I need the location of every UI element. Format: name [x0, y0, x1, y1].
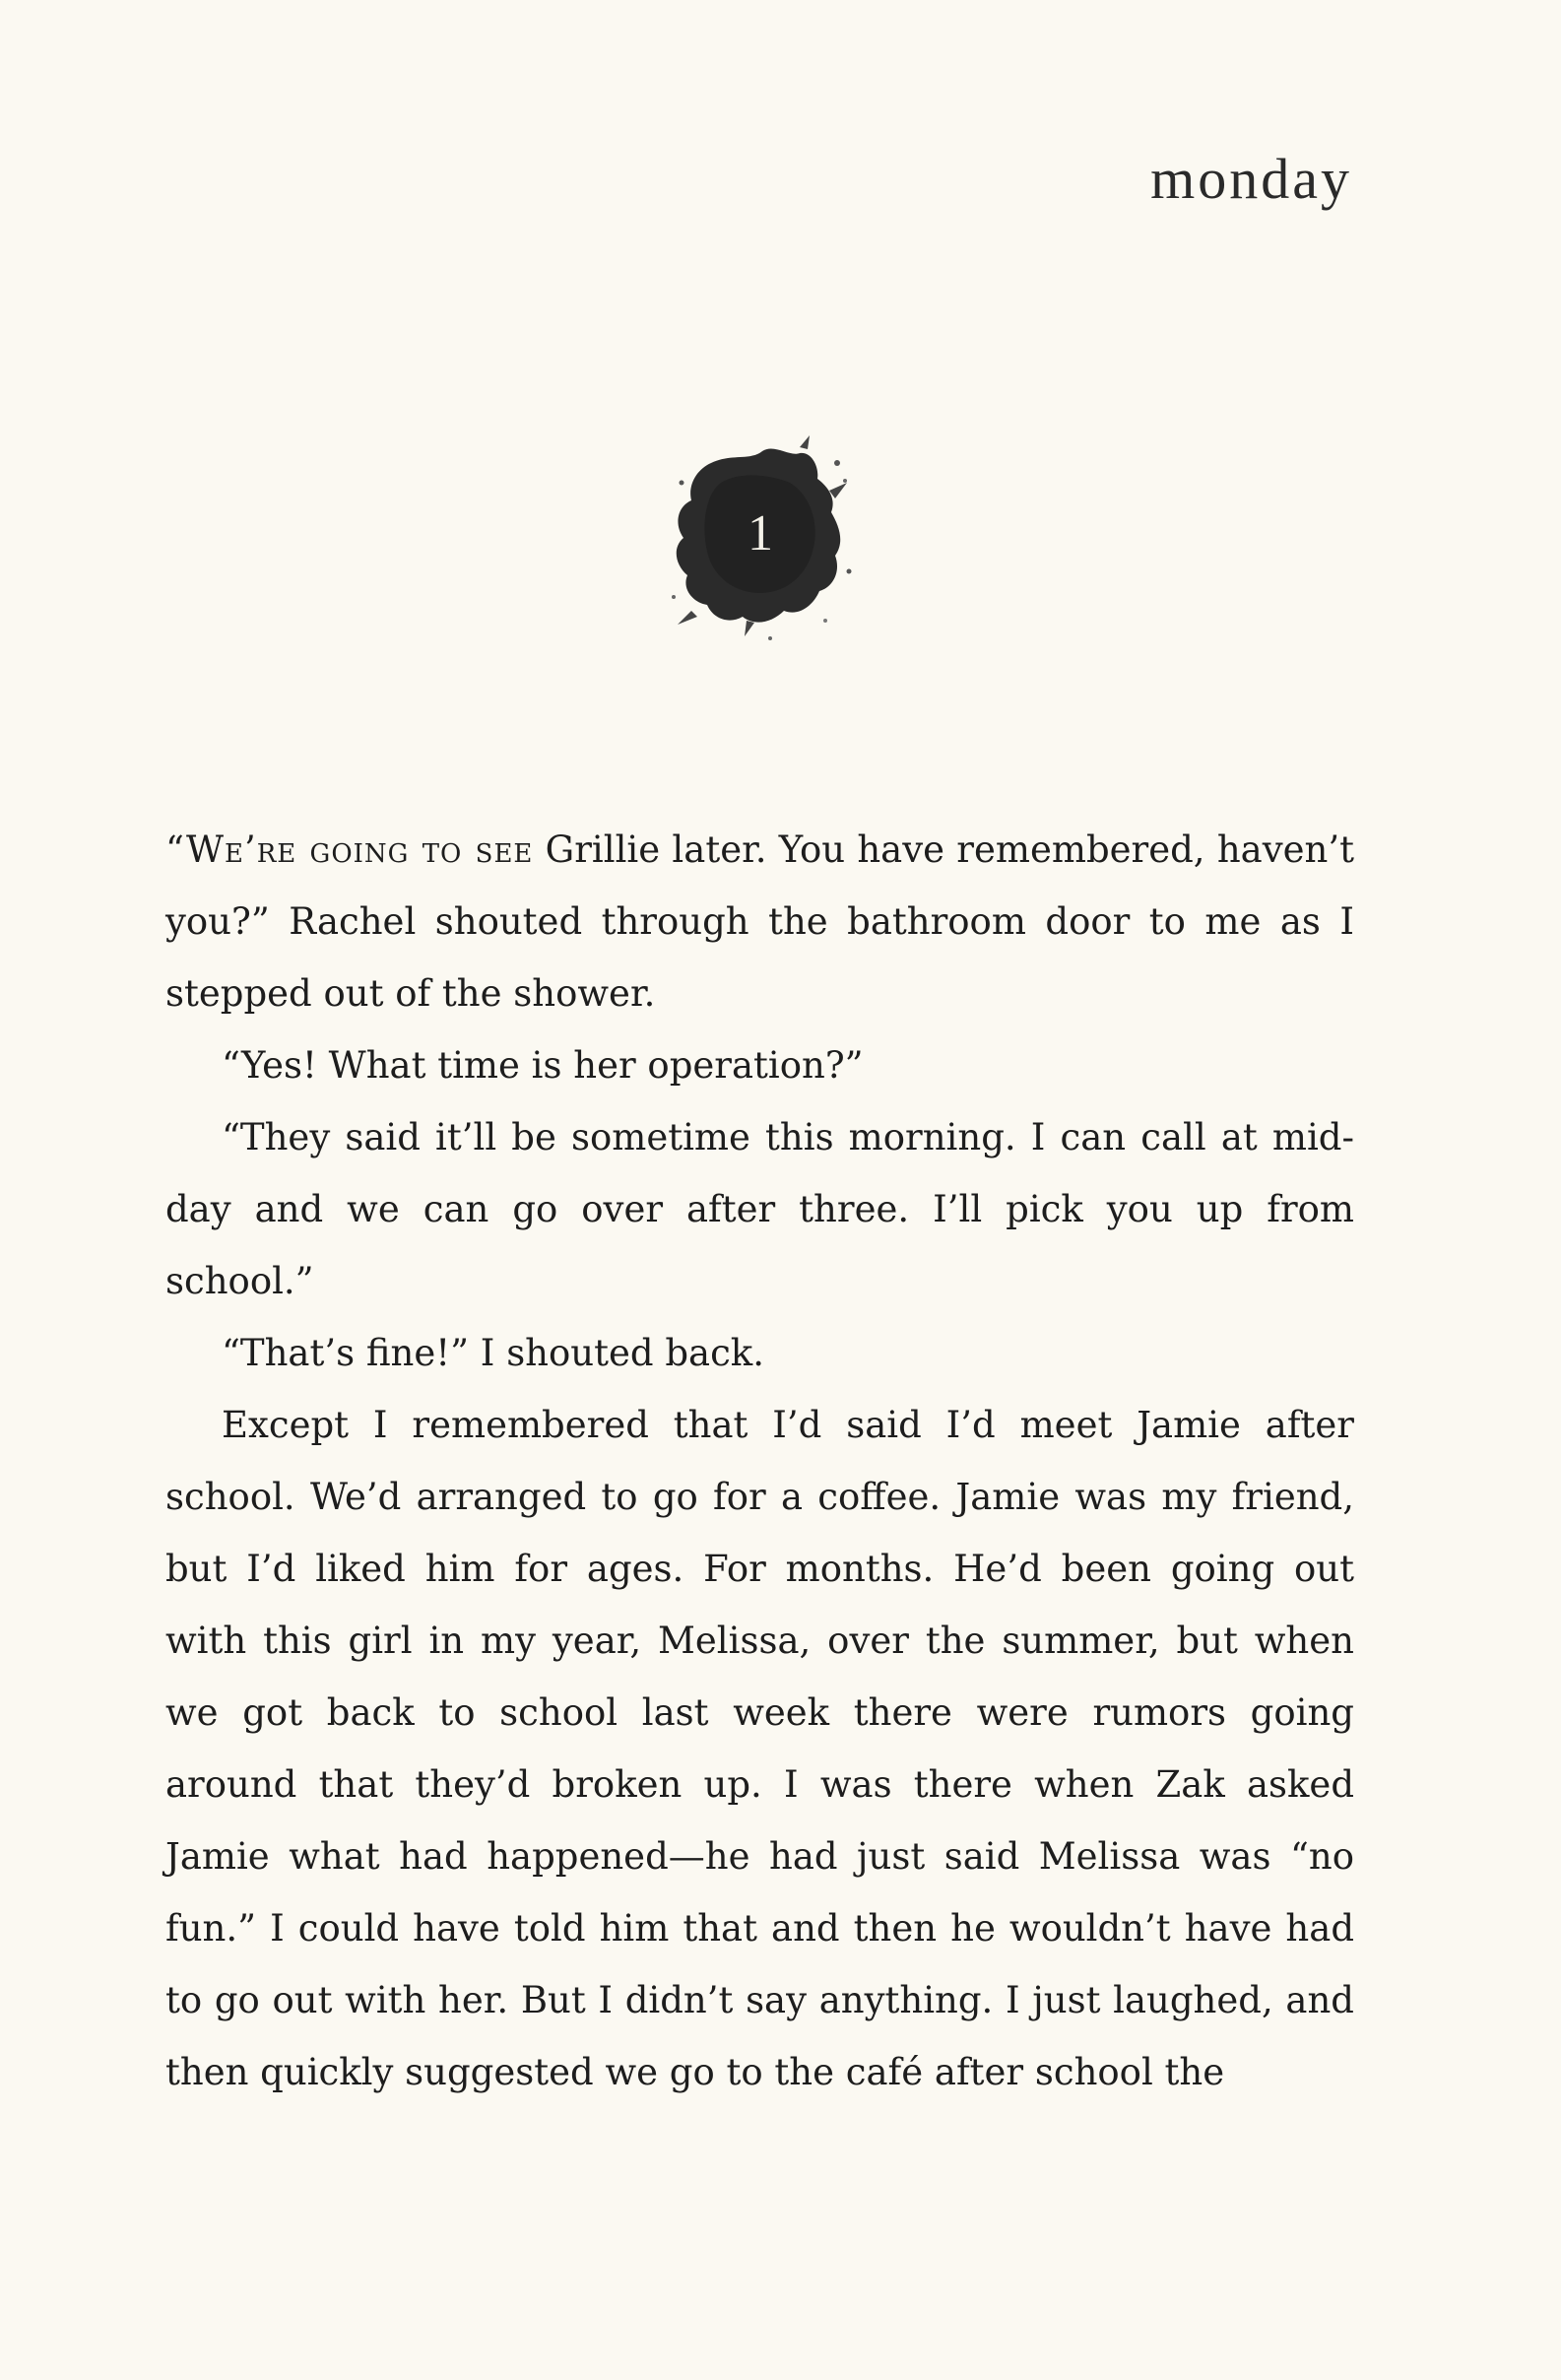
paragraph: Except I remembered that I’d said I’d meet Jamie after school. We’d arranged to go for a coffee. Jamie was my friend, but I’d liked him for ages. For months. He’d been going out with this girl in my year, Melissa, over the summer, but when we got back to school last week there were rumors going around that they’d broken up. I was there when Zak asked Jamie what had happened—he had just said Melissa was “no fun.” I could have told him that and then he wouldn’t have had to go out with her. But I didn’t say anything. I just laughed, and then quickly suggested we go to the café after school the: [165, 1404, 1354, 2093]
paragraph: “Yes! What time is her operation?”: [222, 1044, 864, 1087]
paragraph: “They said it’ll be sometime this morning. I can call at midday and we can go over after three. I’ll pick you up from school.”: [165, 1116, 1354, 1302]
paragraph: [165, 814, 1354, 1029]
opening-smallcaps: “We’re going to see: [165, 828, 534, 871]
paragraph: “That’s fine!” I shouted back.: [222, 1332, 764, 1374]
day-heading: monday: [1150, 147, 1352, 211]
chapter-number: 1: [748, 505, 773, 562]
chapter-text: [165, 814, 1354, 2108]
paragraph-text: Grillie later. You have remembered, haven’t you?” Rachel shouted through the bathroom door to me as I stepped out of the shower.: [165, 828, 1354, 1015]
chapter-marker: [652, 424, 869, 650]
